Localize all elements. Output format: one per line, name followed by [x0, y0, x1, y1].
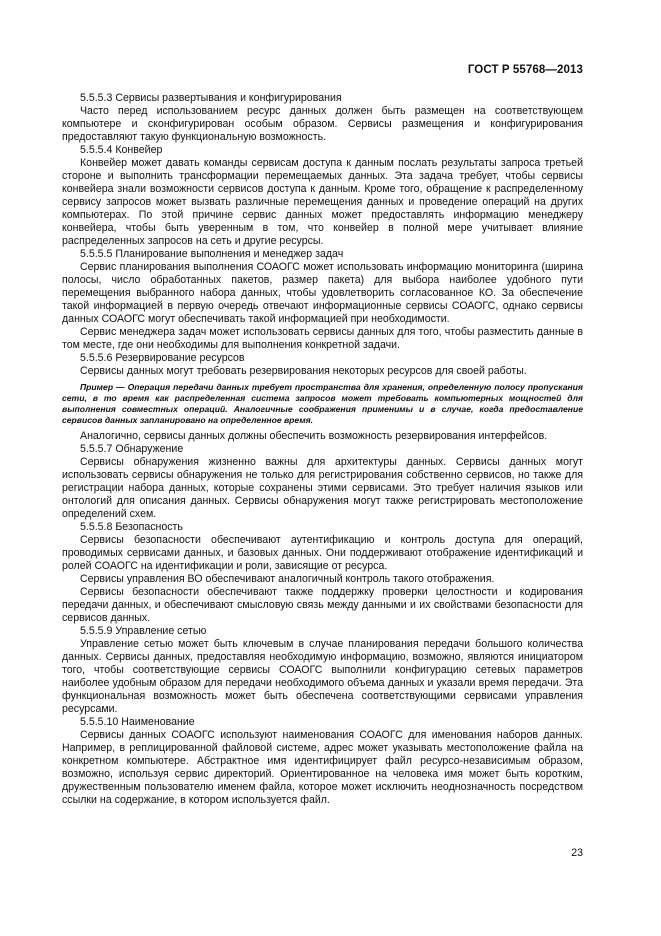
paragraph: Сервисы данных могут требовать резервирования некоторых ресурсов для своей работы.	[80, 365, 527, 377]
section-heading-5-5-5-8: 5.5.5.8 Безопасность	[80, 521, 183, 533]
document-body	[62, 92, 583, 807]
section-heading-5-5-5-4: 5.5.5.4 Конвейер	[80, 144, 163, 156]
page-number: 23	[571, 847, 583, 859]
paragraph: Часто перед использованием ресурс данных должен быть размещен на соответствующем компьютере и сконфигурирован особым образом. Сервисы размещения и конфигурирования предоставляют такую функциональную возможность.	[62, 105, 583, 143]
paragraph: Сервисы обнаружения жизненно важны для архитектуры данных. Сервисы данных могут использовать сервисы обнаружения не только для регистрирования собственно сервисов, но также для регистрации набора данных, которые сохранены этими сервисами. Это требует наличия языков или онтологий для описания данных. Сервисы обнаружения могут также регистрировать местоположение определений схем.	[62, 456, 583, 520]
paragraph: Управление сетью может быть ключевым в случае планирования передачи большого количества данных. Сервисы данных, предоставляя необходимую информацию, возможно, являются инициатором того, чтобы соответствующие сервисы СОАОГС выполнили конфигурацию сетевых параметров наиболее удобным образом для передачи необходимого объема данных и указали время передачи. Эта функциональная возможность может быть обеспечена соответствующими сервисами управления ресурсами.	[62, 638, 583, 715]
paragraph: Сервис планирования выполнения СОАОГС может использовать информацию мониторинга (ширина полосы, число обработанных пакетов, размер пакета) для выбора наиболее удобного пути перемещения выбранного набора данных, чтобы удовлетворить согласованное КО. За обеспечение такой информацией в первую очередь отвечают информационные сервисы СОАОГС, однако сервисы данных СОАОГС могут обеспечивать такой информацией при необходимости.	[62, 261, 583, 325]
paragraph: Сервисы управления ВО обеспечивают аналогичный контроль такого отображения.	[80, 573, 495, 585]
section-heading-5-5-5-9: 5.5.5.9 Управление сетью	[80, 625, 207, 637]
example-note: Пример — Операция передачи данных требует пространства для хранения, определенную полосу пропускания сети, в то время как распределенная система запросов может требовать компьютерных мощностей для выполнения совместных операций. Аналогичные соображения применимы и в случае, когда предоставление сервисов данных запланировано на определенное время.	[62, 382, 583, 425]
section-heading-5-5-5-3: 5.5.5.3 Сервисы развертывания и конфигурирования	[80, 92, 342, 104]
paragraph: Сервисы безопасности обеспечивают также поддержку проверки целостности и кодирования передачи данных, и обеспечивают смысловую связь между данными и их свойствами безопасности для сервисов данных.	[62, 586, 583, 624]
section-heading-5-5-5-6: 5.5.5.6 Резервирование ресурсов	[80, 352, 245, 364]
paragraph: Сервис менеджера задач может использовать сервисы данных для того, чтобы разместить данные в том месте, где они необходимы для выполнения конкретной задачи.	[62, 326, 583, 351]
section-heading-5-5-5-10: 5.5.5.10 Наименование	[80, 716, 195, 728]
paragraph: Аналогично, сервисы данных должны обеспечить возможность резервирования интерфейсов.	[80, 430, 548, 442]
paragraph: Конвейер может давать команды сервисам доступа к данным послать результаты запроса третьей стороне и выполнить трансформации перемещаемых данных. Эта задача требует, чтобы сервисы конвейера знали возможности сервисов доступа к данным. Кроме того, обращение к распределенному сервису запросов может вызвать различные перемещения данных и проведение операций на других компьютерах. По этой причине сервис данных может предоставлять информацию менеджеру конвейера, чтобы быть уверенным в том, что конвейер в полной мере учитывает влияние распределенных запросов на сеть и другие ресурсы.	[62, 157, 583, 247]
section-heading-5-5-5-7: 5.5.5.7 Обнаружение	[80, 443, 184, 455]
paragraph: Сервисы безопасности обеспечивают аутентификацию и контроль доступа для операций, проводимых сервисами данных, и базовых данных. Они поддерживают отображение идентификаций и ролей СОАОГС на идентификации и роли, зависящие от ресурса.	[62, 534, 583, 572]
section-heading-5-5-5-5: 5.5.5.5 Планирование выполнения и менеджер задач	[80, 248, 344, 260]
paragraph: Сервисы данных СОАОГС используют наименования СОАОГС для именования наборов данных. Например, в реплицированной файловой системе, адрес может указывать местоположение файла на конкретном компьютере. Абстрактное имя идентифицирует файл ресурсо-независимым образом, возможно, используя сервис директорий. Ориентированное на человека имя может быть коротким, дружественным пользователю именем файла, которое может исключить неоднозначность посредством ссылки на содержание, в котором используется файл.	[62, 729, 583, 806]
document-header-id: ГОСТ Р 55768—2013	[467, 64, 583, 76]
